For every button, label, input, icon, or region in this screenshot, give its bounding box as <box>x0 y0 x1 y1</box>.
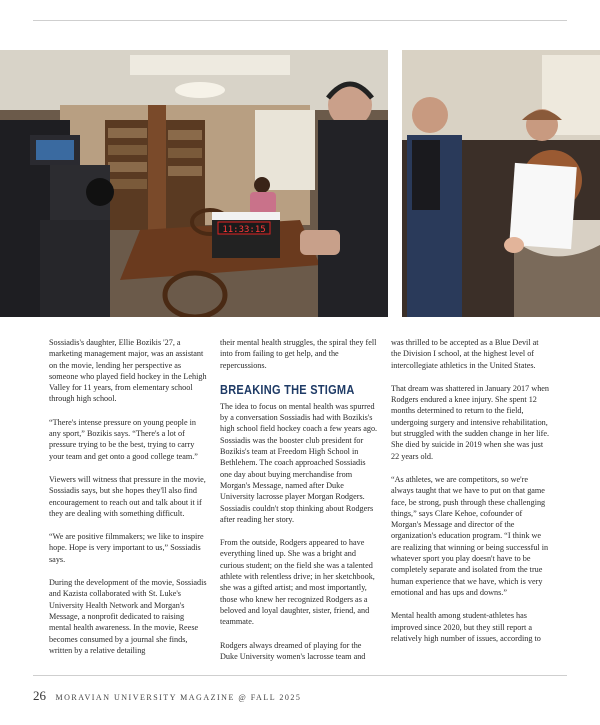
paragraph: Sossiadis's daughter, Ellie Bozikis '27, a marketing management major, was an assistant on the movie, lending her perspective as someone who played field hockey in the Lehigh Valley for 11 years, from elementary school through high school. <box>49 338 207 404</box>
article-column-1 <box>49 337 208 668</box>
top-rule <box>33 20 567 21</box>
paragraph: From the outside, Rodgers appeared to have everything lined up. She was a bright and curious student; on the field she was a talented athlete with relentless drive; in her sketchbook, she was a gifted artist; and most importantly, those who knew her recognized Rodgers as a beloved and loyal daughter, sister, friend, and teammate. <box>220 538 375 627</box>
paragraph: Viewers will witness that pressure in the movie, Sossiadis says, but she hopes they'll also find encouragement to reach out and talk about it if they are dealing with something difficult. <box>49 474 206 518</box>
actress-script-photo <box>402 50 600 317</box>
section-heading: BREAKING THE STIGMA <box>220 382 355 397</box>
paragraph: Rodgers always dreamed of playing for the Duke University women's lacrosse team and <box>220 640 366 661</box>
paragraph: During the development of the movie, Sossiadis and Kazista collaborated with St. Luke's University Health Network and Morgan's Message, a nonprofit dedicated to raising mental health awareness. In the movie, Reese becomes consumed by a journal she finds, written by a relative detailing <box>49 578 207 655</box>
article-column-2 <box>220 337 379 674</box>
footer-separator: @ <box>238 693 248 702</box>
paragraph: Mental health among student-athletes has improved since 2020, but they still report a relatively high number of issues, according to <box>391 611 541 643</box>
clapperboard-timecode: 11:33:15 <box>222 225 266 235</box>
page-footer <box>33 688 301 704</box>
issue-date: FALL 2025 <box>250 693 302 702</box>
bottom-rule <box>33 675 567 676</box>
paragraph: “We are positive filmmakers; we like to inspire hope. Hope is very important to us,” Sossiadis says. <box>49 532 204 564</box>
paragraph: “As athletes, we are competitors, so we're always taught that we have to put on that game face, be strong, push through these challenging things,” says Clare Kehoe, cofounder of Morgan's Message and director of the organization's education program. “I think we are realizing that winning or being successful in whatever sport you play doesn't have to be completely separate and isolated from the true human experience that we have, which is very emotional and has ups and downs.” <box>391 474 549 597</box>
paragraph: “There's intense pressure on young people in any sport,” Bozikis says. “There's a lot of pressure trying to be the best, trying to carry your team and get onto a good college team.” <box>49 417 198 461</box>
paragraph: That dream was shattered in January 2017 when Rodgers endured a knee injury. She spent 12 months determined to return to the field, undergoing surgery and intensive rehabilitation, but struggled with the sudden change in her life. She died by suicide in 2019 when she was just 22 years old. <box>391 383 550 461</box>
article-column-3 <box>391 337 550 656</box>
page-number: 26 <box>33 688 46 703</box>
paragraph: their mental health struggles, the spiral they fell into from failing to get help, and the repercussions. <box>220 338 377 370</box>
library-filming-photo <box>0 50 388 317</box>
paragraph: The idea to focus on mental health was spurred by a conversation Sossiadis had with Bozikis's high school field hockey coach a few years ago. Sossiadis was the booster club president for Bozikis's team at Freedom High School in Bethlehem. The coach approached Sossiadis one day about buying merchandise from Morgan's Message, named after Duke University lacrosse player Morgan Rodgers. Sossiadis couldn't stop thinking about Rodgers after reading her story. <box>220 401 378 524</box>
paragraph: was thrilled to be accepted as a Blue Devil at the Division I school, at the highest level of intercollegiate athletics in the United States. <box>391 338 539 370</box>
publication-name: MORAVIAN UNIVERSITY MAGAZINE <box>55 693 235 702</box>
